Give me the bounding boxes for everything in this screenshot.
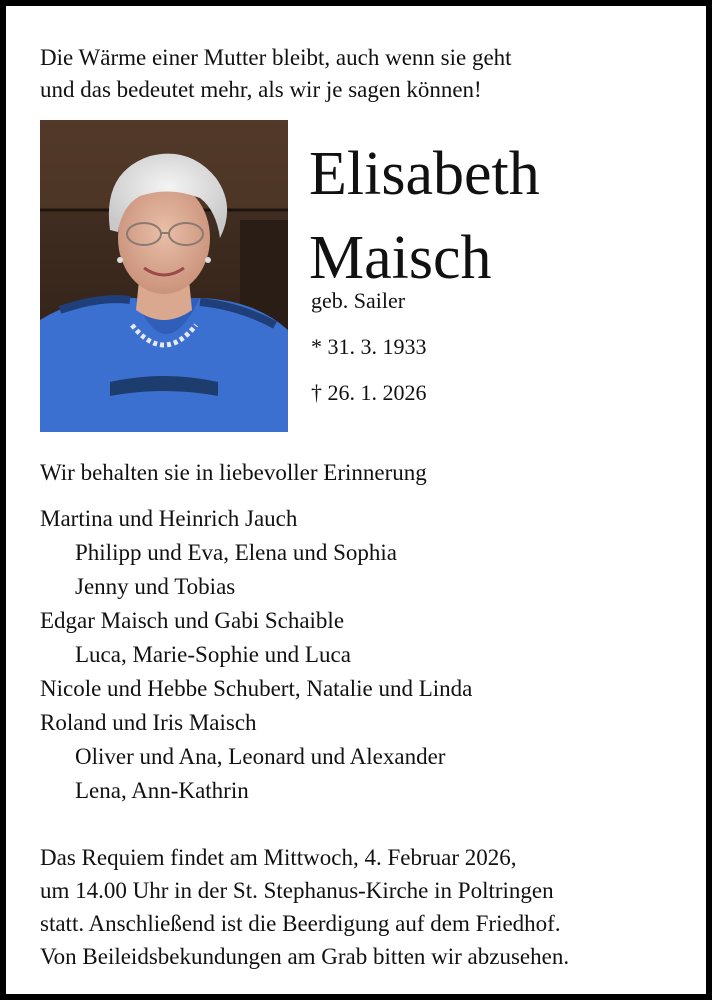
family-member-line: Nicole und Hebbe Schubert, Natalie und Linda bbox=[40, 676, 473, 701]
maiden-name: geb. Sailer bbox=[311, 288, 406, 313]
service-line-3: statt. Anschließend ist die Beerdigung auf dem Friedhof. bbox=[40, 911, 561, 936]
family-member-line: Martina und Heinrich Jauch bbox=[40, 506, 298, 531]
intro-line-1: Die Wärme einer Mutter bleibt, auch wenn sie geht bbox=[40, 45, 512, 70]
deceased-name bbox=[309, 132, 540, 300]
death-date: † 26. 1. 2026 bbox=[311, 380, 427, 405]
service-line-4: Von Beileidsbekundungen am Grab bitten wir abzusehen. bbox=[40, 944, 570, 969]
portrait-photo bbox=[40, 120, 288, 432]
family-member-line: Jenny und Tobias bbox=[75, 574, 236, 599]
intro-verse bbox=[40, 42, 512, 106]
life-dates bbox=[311, 288, 427, 426]
family-member-line: Edgar Maisch und Gabi Schaible bbox=[40, 608, 345, 633]
family-list bbox=[40, 504, 472, 810]
memory-line: Wir behalten sie in liebevoller Erinnerung bbox=[40, 460, 427, 485]
service-line-1: Das Requiem findet am Mittwoch, 4. Februar 2026, bbox=[40, 845, 517, 870]
intro-line-2: und das bedeutet mehr, als wir je sagen können! bbox=[40, 77, 482, 102]
family-member-line: Philipp und Eva, Elena und Sophia bbox=[75, 540, 397, 565]
family-member-line: Roland und Iris Maisch bbox=[40, 710, 257, 735]
last-name: Maisch bbox=[309, 224, 492, 292]
service-info bbox=[40, 841, 569, 973]
first-name: Elisabeth bbox=[309, 140, 540, 208]
family-member-line: Oliver und Ana, Leonard und Alexander bbox=[75, 744, 446, 769]
family-member-line: Luca, Marie-Sophie und Luca bbox=[75, 642, 351, 667]
service-line-2: um 14.00 Uhr in der St. Stephanus-Kirche in Poltringen bbox=[40, 878, 554, 903]
birth-date: * 31. 3. 1933 bbox=[311, 334, 427, 359]
family-member-line: Lena, Ann-Kathrin bbox=[75, 778, 249, 803]
